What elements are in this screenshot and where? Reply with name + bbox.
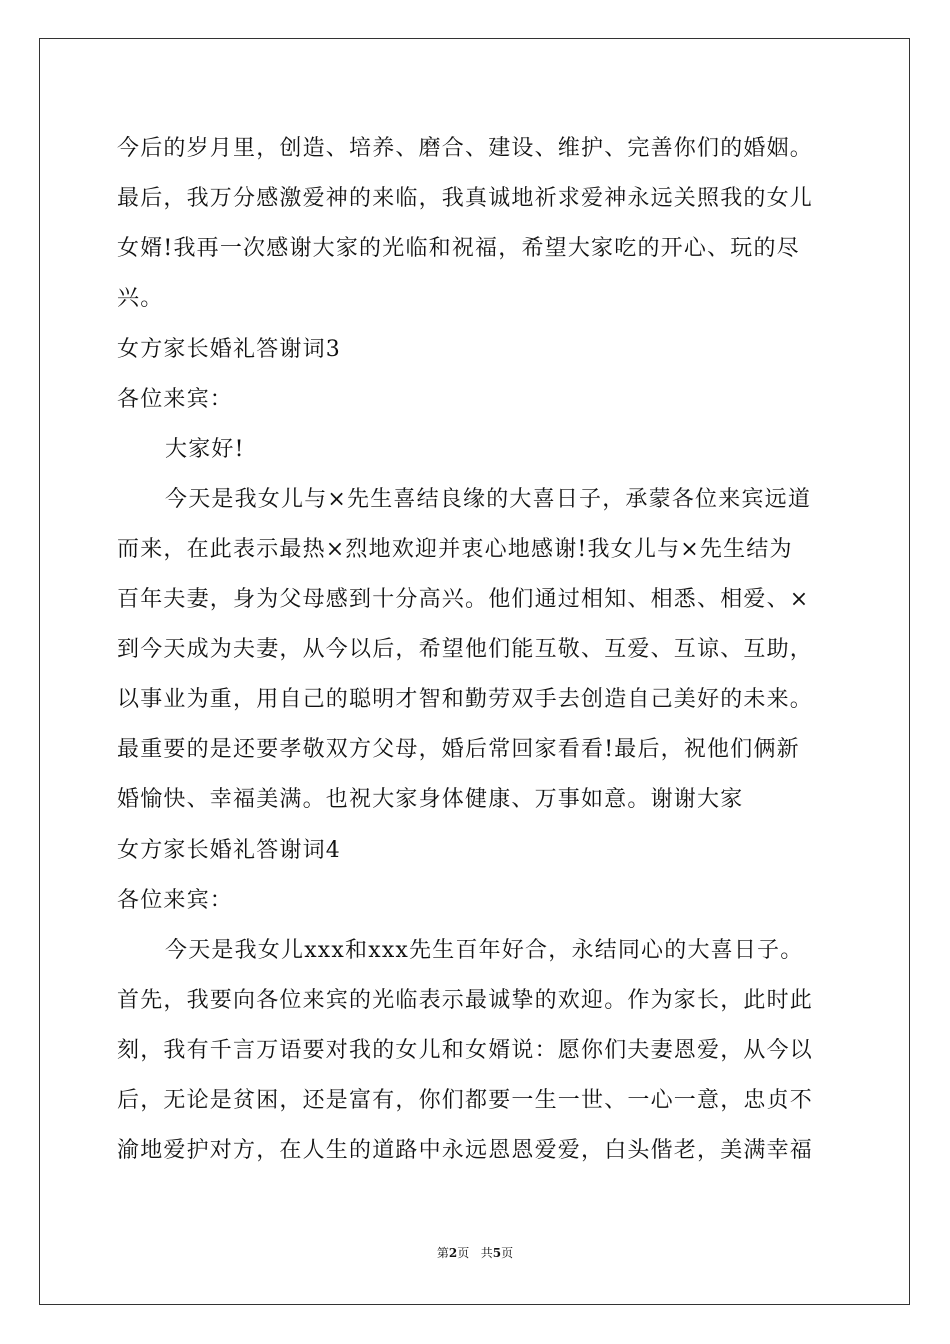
page-footer (0, 1244, 950, 1261)
body-line: 以事业为重，用自己的聪明才智和勤劳双手去创造自己美好的未来。 (117, 687, 814, 712)
body-line: 百年夫妻，身为父母感到十分高兴。他们通过相知、相悉、相爱、× (117, 587, 810, 612)
body-line: 刻，我有千言万语要对我的女儿和女婿说：愿你们夫妻恩爱，从今以 (117, 1038, 814, 1063)
current-page-number: 2 (448, 1246, 458, 1260)
body-line: 最重要的是还要孝敬双方父母，婚后常回家看看!最后，祝他们俩新 (117, 737, 800, 762)
body-line: 女婿!我再一次感谢大家的光临和祝福，希望大家吃的开心、玩的尽 (117, 236, 800, 261)
total-page-number: 5 (492, 1246, 502, 1260)
body-line: 今后的岁月里，创造、培养、磨合、建设、维护、完善你们的婚姻。 (117, 136, 814, 161)
body-line: 最后，我万分感激爱神的来临，我真诚地祈求爱神永远关照我的女儿 (117, 186, 814, 211)
body-line: 今天是我女儿与×先生喜结良缘的大喜日子，承蒙各位来宾远道 (165, 487, 812, 512)
section-heading-3: 女方家长婚礼答谢词3 (117, 337, 341, 362)
section-heading-4: 女方家长婚礼答谢词4 (117, 838, 341, 863)
footer-page-suffix: 页 (457, 1246, 470, 1260)
footer-prefix: 第 (436, 1246, 449, 1260)
body-line: 兴。 (117, 286, 164, 311)
body-line: 今天是我女儿xxx和xxx先生百年好合，永结同心的大喜日子。 (165, 938, 804, 963)
footer-total-prefix: 共 (480, 1246, 493, 1260)
body-line: 到今天成为夫妻，从今以后，希望他们能互敬、互爱、互谅、互助， (117, 637, 814, 662)
body-line: 首先，我要向各位来宾的光临表示最诚挚的欢迎。作为家长，此时此 (117, 988, 814, 1013)
salutation: 各位来宾： (117, 387, 234, 412)
footer-total-suffix: 页 (501, 1246, 514, 1260)
body-line: 婚愉快、幸福美满。也祝大家身体健康、万事如意。谢谢大家 (117, 787, 744, 812)
salutation: 各位来宾： (117, 888, 234, 913)
document-body (117, 124, 837, 1176)
body-line: 后，无论是贫困，还是富有，你们都要一生一世、一心一意，忠贞不 (117, 1088, 814, 1113)
body-line: 而来，在此表示最热×烈地欢迎并衷心地感谢!我女儿与×先生结为 (117, 537, 793, 562)
greeting: 大家好! (165, 437, 245, 462)
body-line: 渝地爱护对方，在人生的道路中永远恩恩爱爱，白头偕老，美满幸福 (117, 1138, 814, 1163)
